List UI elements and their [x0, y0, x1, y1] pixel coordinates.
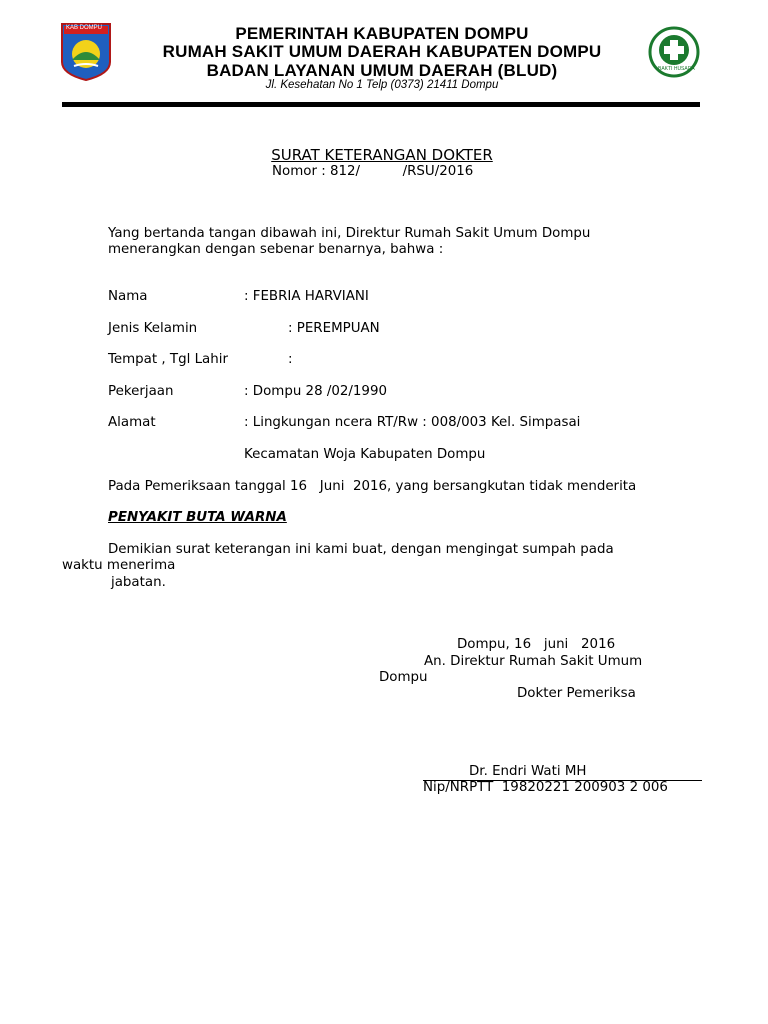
intro-line-1: Yang bertanda tangan dibawah ini, Direktur Rumah Sakit Umum Dompu — [108, 226, 591, 241]
field-nama-value: : FEBRIA HARVIANI — [244, 289, 369, 304]
diagnosis: PENYAKIT BUTA WARNA — [108, 510, 287, 525]
field-ttl-label: Tempat , Tgl Lahir — [108, 352, 228, 367]
header-divider — [62, 102, 700, 107]
signature-an-line-2: Dompu — [379, 670, 428, 685]
closing-line-1: Demikian surat keterangan ini kami buat, dengan mengingat sumpah pada — [108, 542, 614, 557]
field-alamat-value: : Lingkungan ncera RT/Rw : 008/003 Kel. Simpasai — [244, 415, 581, 430]
document-number: Nomor : 812/ /RSU/2016 — [272, 164, 474, 179]
signature-place-date: Dompu, 16 juni 2016 — [457, 637, 616, 652]
signature-name: Dr. Endri Wati MH — [469, 764, 587, 779]
intro-line-2: menerangkan dengan sebenar benarnya, bahwa : — [108, 242, 444, 257]
field-jenis-kelamin-value: : PEREMPUAN — [288, 321, 380, 336]
header-line-1: PEMERINTAH KABUPATEN DOMPU — [235, 24, 529, 43]
document-title-text: SURAT KETERANGAN DOKTER — [271, 146, 493, 164]
field-pekerjaan-value: : Dompu 28 /02/1990 — [244, 384, 387, 399]
header-line-2: RUMAH SAKIT UMUM DAERAH KABUPATEN DOMPU — [162, 42, 602, 61]
field-alamat-value-2: Kecamatan Woja Kabupaten Dompu — [244, 447, 486, 462]
header-line-3: BADAN LAYANAN UMUM DAERAH (BLUD) — [206, 61, 558, 80]
closing-line-2: waktu menerima — [62, 558, 176, 573]
field-nama-label: Nama — [108, 289, 148, 304]
field-alamat-label: Alamat — [108, 415, 156, 430]
signature-an-line-1: An. Direktur Rumah Sakit Umum — [424, 654, 643, 669]
exam-statement: Pada Pemeriksaan tanggal 16 Juni 2016, yang bersangkutan tidak menderita — [108, 479, 637, 494]
signature-role: Dokter Pemeriksa — [517, 686, 636, 701]
field-pekerjaan-label: Pekerjaan — [108, 384, 174, 399]
header-address: Jl. Kesehatan No 1 Telp (0373) 21411 Dompu — [265, 79, 499, 91]
field-jenis-kelamin-label: Jenis Kelamin — [108, 321, 198, 336]
closing-line-3: jabatan. — [111, 575, 166, 590]
bakti-husada-logo-text: BAKTI HUSADA — [658, 66, 695, 72]
signature-nip: Nip/NRPTT 19820221 200903 2 006 — [423, 780, 668, 795]
document-title — [100, 146, 664, 164]
kab-dompu-logo-text: KAB DOMPU — [66, 25, 103, 31]
field-ttl-value: : — [288, 352, 293, 367]
